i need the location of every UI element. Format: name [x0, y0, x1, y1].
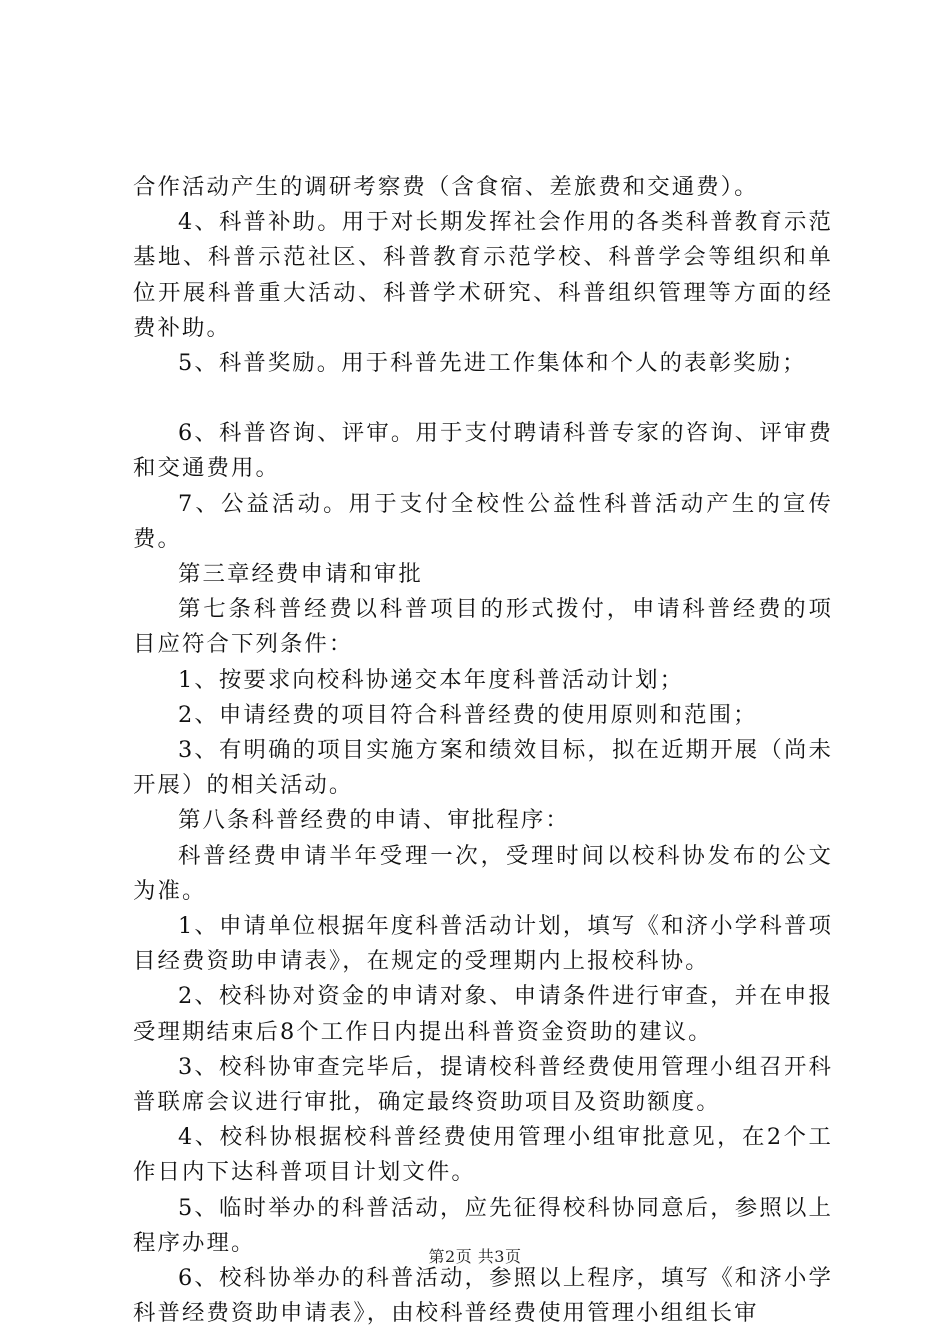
procedure-2: 2、校科协对资金的申请对象、申请条件进行审查，并在申报受理期结束后8个工作日内提出科普资金资助的建议。: [133, 983, 833, 1045]
article-8-intro: 科普经费申请半年受理一次，受理时间以校科协发布的公文为准。: [133, 842, 833, 904]
procedure-4: 4、校科协根据校科普经费使用管理小组审批意见，在2个工作日内下达科普项目计划文件。: [133, 1124, 833, 1186]
page-number-footer: 第2页 共3页: [428, 1247, 522, 1266]
procedure-3: 3、校科协审查完毕后，提请校科普经费使用管理小组召开科普联席会议进行审批，确定最终资助项目及资助额度。: [133, 1053, 833, 1116]
article-7: 第七条科普经费以科普项目的形式拨付，申请科普经费的项目应符合下列条件：: [133, 596, 833, 658]
document-body: [133, 170, 833, 1332]
condition-3: 3、有明确的项目实施方案和绩效目标，拟在近期开展（尚未开展）的相关活动。: [133, 737, 833, 799]
paragraph-continuation: 合作活动产生的调研考察费（含食宿、差旅费和交通费）。: [133, 174, 759, 200]
condition-1: 1、按要求向校科协递交本年度科普活动计划；: [178, 666, 685, 693]
chapter-heading: 第三章经费申请和审批: [178, 561, 423, 588]
paragraph-item-5: 5、科普奖励。用于科普先进工作集体和个人的表彰奖励；: [178, 350, 807, 377]
procedure-5: 5、临时举办的科普活动，应先征得校科协同意后，参照以上程序办理。: [133, 1194, 833, 1256]
procedure-6: 6、校科协举办的科普活动，参照以上程序，填写《和济小学科普经费资助申请表》，由校科普经费使用管理小组组长审: [133, 1265, 833, 1327]
procedure-1: 1、申请单位根据年度科普活动计划，填写《和济小学科普项目经费资助申请表》，在规定的受理期内上报校科协。: [133, 913, 833, 975]
paragraph-item-6: 6、科普咨询、评审。用于支付聘请科普专家的咨询、评审费和交通费用。: [133, 420, 833, 482]
condition-2: 2、申请经费的项目符合科普经费的使用原则和范围；: [178, 701, 758, 728]
paragraph-item-7: 7、公益活动。用于支付全校性公益性科普活动产生的宣传费。: [133, 490, 833, 552]
article-8: 第八条科普经费的申请、审批程序：: [178, 807, 570, 834]
paragraph-item-4: 4、科普补助。用于对长期发挥社会作用的各类科普教育示范基地、科普示范社区、科普教育示范学校、科普学会等组织和单位开展科普重大活动、科普学术研究、科普组织管理等方面的经费补助。: [133, 209, 833, 341]
paragraph-gap: [133, 381, 833, 416]
